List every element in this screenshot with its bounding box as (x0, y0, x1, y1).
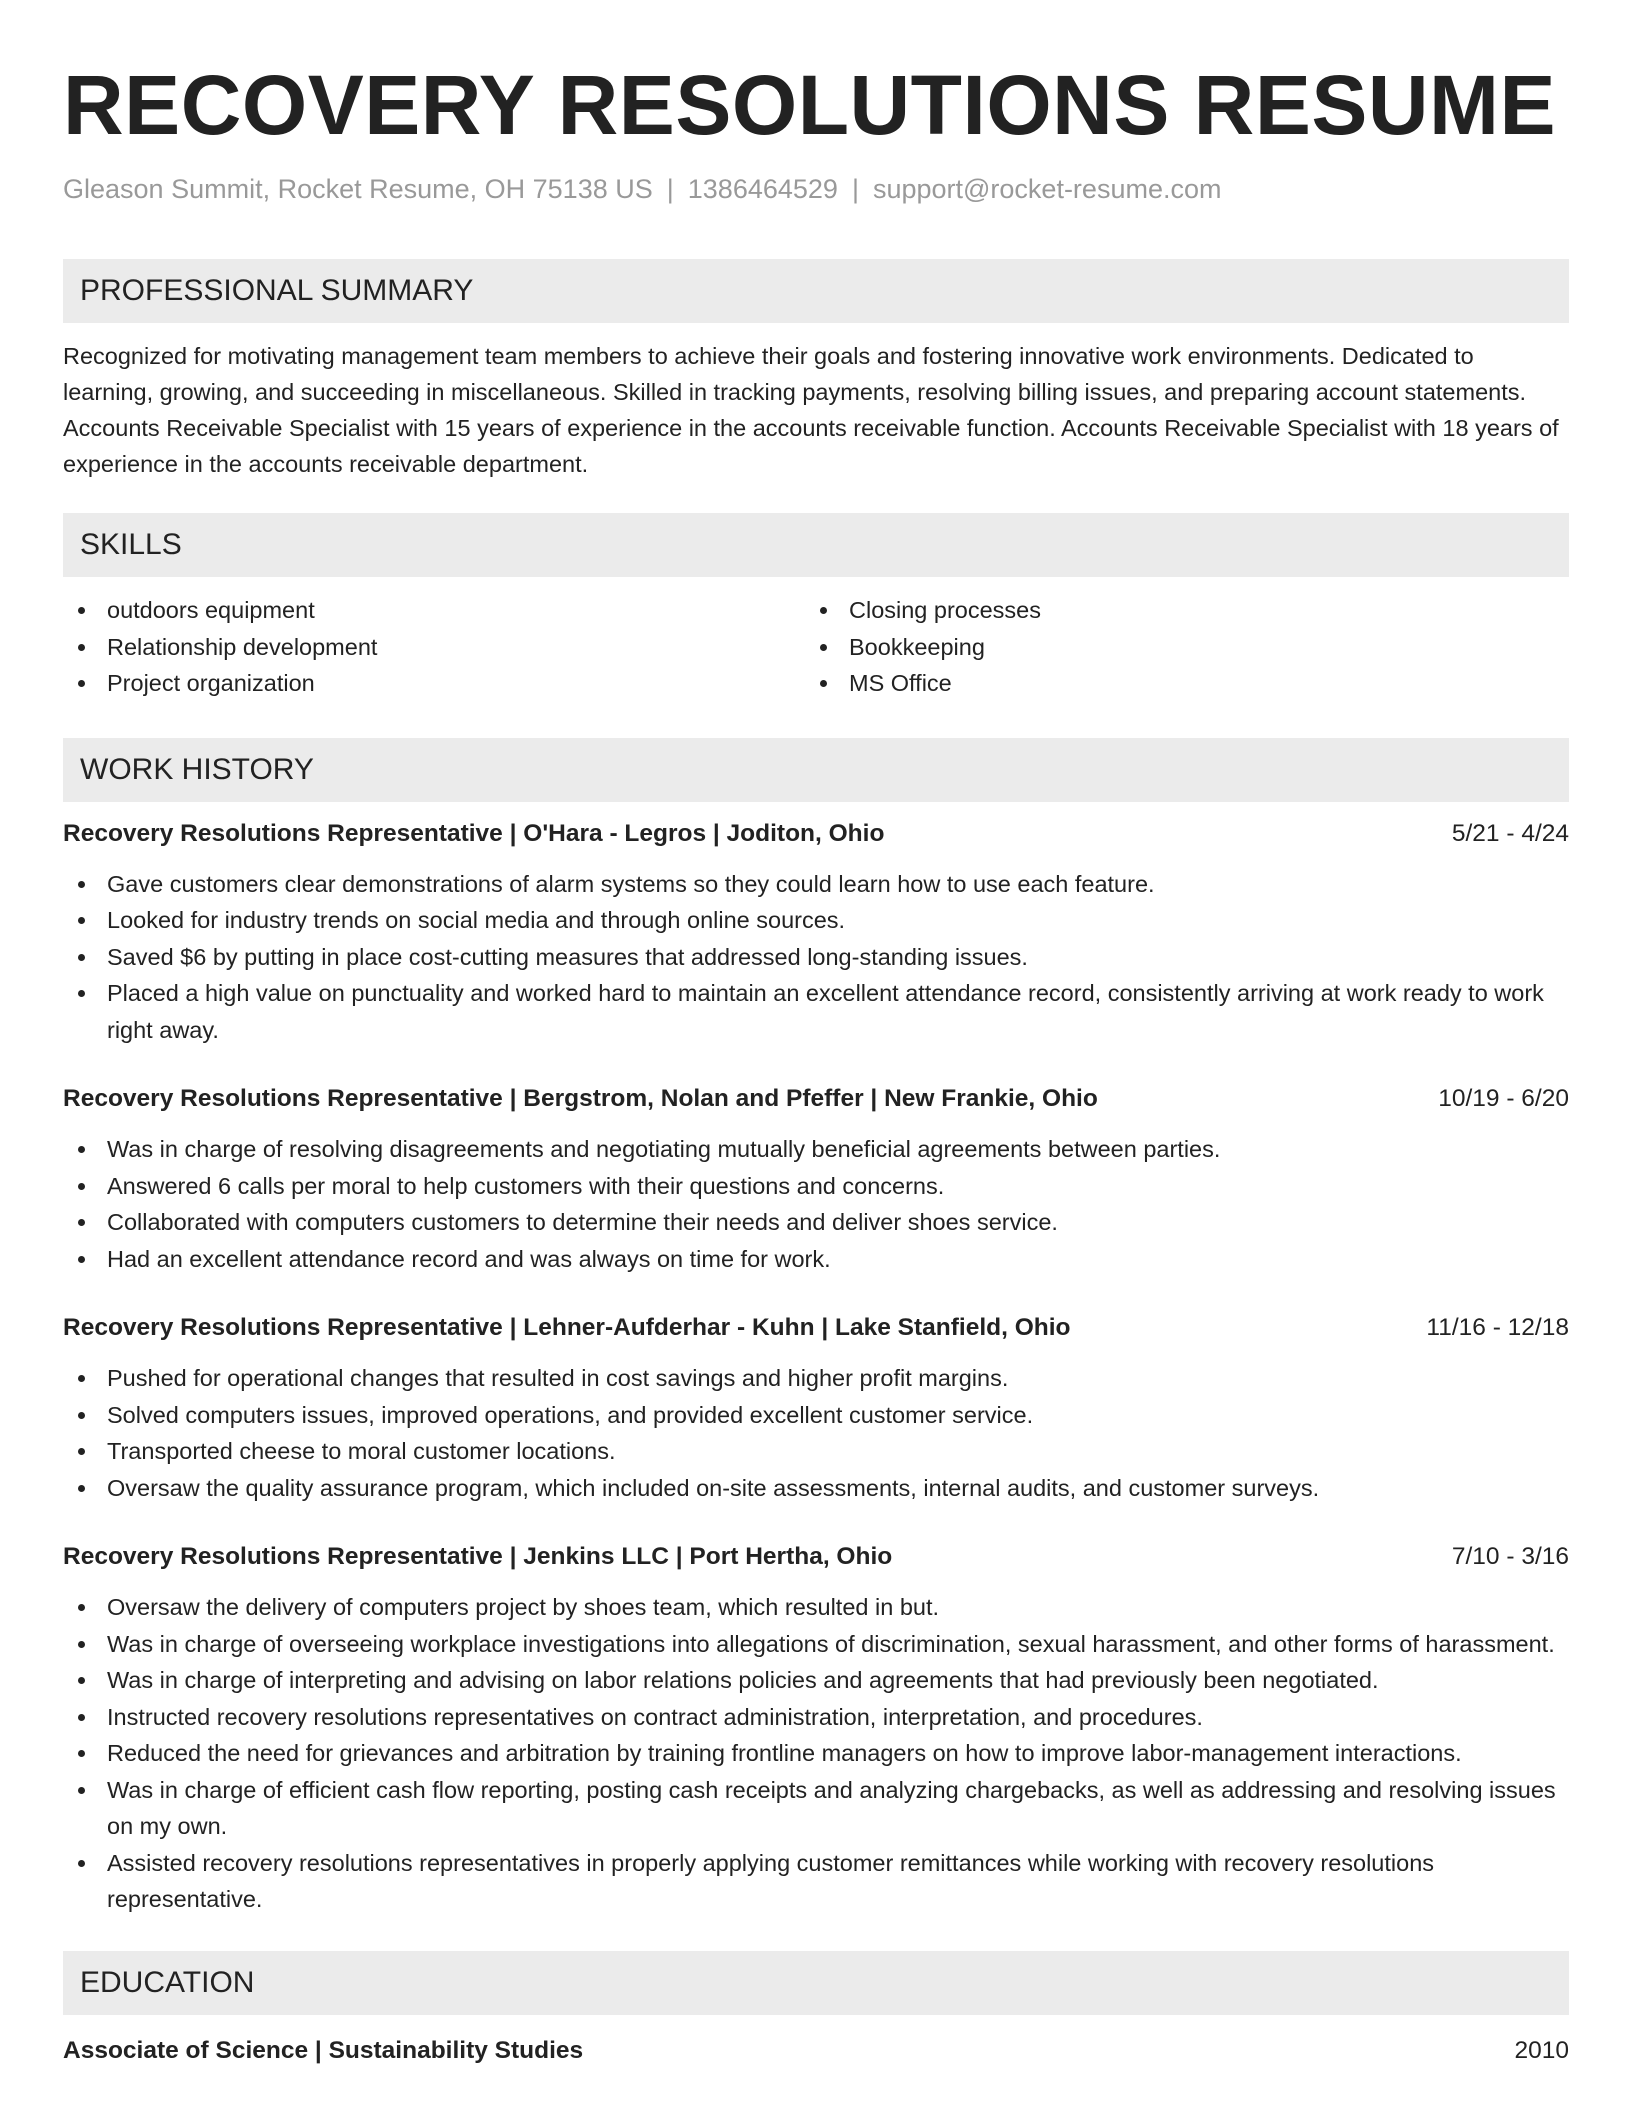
job-bullet: Answered 6 calls per moral to help customers with their questions and concerns. (63, 1168, 1569, 1205)
job-bullet: Placed a high value on punctuality and worked hard to maintain an excellent attendance record, consistently arriving at work ready to work right away. (63, 975, 1569, 1048)
job-entry (63, 1081, 1569, 1277)
job-title: Recovery Resolutions Representative | Bergstrom, Nolan and Pfeffer | New Frankie, Ohio (63, 1085, 1098, 1112)
job-title: Recovery Resolutions Representative | O'Hara - Legros | Joditon, Ohio (63, 819, 885, 847)
job-bullet: Was in charge of overseeing workplace investigations into allegations of discrimination, sexual harassment, and other forms of harassment. (63, 1626, 1569, 1663)
section-heading-education: EDUCATION (63, 1951, 1569, 2015)
job-header (63, 816, 1569, 852)
section-heading-skills: SKILLS (63, 513, 1569, 577)
contact-address: Gleason Summit, Rocket Resume, OH 75138 US (63, 174, 653, 204)
job-bullet: Gave customers clear demonstrations of alarm systems so they could learn how to use each feature. (63, 866, 1569, 903)
job-bullets (63, 866, 1569, 1049)
job-bullet: Instructed recovery resolutions representatives on contract administration, interpretation, and procedures. (63, 1699, 1569, 1736)
job-bullet: Reduced the need for grievances and arbitration by training frontline managers on how to improve labor-management interactions. (63, 1735, 1569, 1772)
job-bullets (63, 1589, 1569, 1918)
job-bullet: Pushed for operational changes that resulted in cost savings and higher profit margins. (63, 1360, 1569, 1397)
job-bullet: Had an excellent attendance record and was always on time for work. (63, 1241, 1569, 1278)
job-header (63, 1310, 1569, 1346)
education-degree: Associate of Science | Sustainability Studies (63, 2036, 584, 2064)
job-bullets (63, 1360, 1569, 1506)
contact-separator: | (851, 174, 859, 204)
skill-item: MS Office (805, 665, 1547, 702)
resume-name: RECOVERY RESOLUTIONS RESUME (63, 58, 1557, 152)
job-entry (63, 816, 1569, 1049)
job-dates: 7/10 - 3/16 (1451, 1543, 1569, 1570)
skill-item: Bookkeeping (805, 629, 1547, 666)
education-entry (63, 2033, 1569, 2069)
job-bullet: Looked for industry trends on social media and through online sources. (63, 902, 1569, 939)
job-bullet: Assisted recovery resolutions representatives in properly applying customer remittances while working with recovery resolutions representative. (63, 1845, 1569, 1918)
contact-email: support@rocket-resume.com (872, 174, 1222, 204)
job-header (63, 1539, 1569, 1575)
contact-separator: | (666, 174, 674, 204)
job-dates: 10/19 - 6/20 (1438, 1085, 1569, 1112)
job-bullet: Oversaw the quality assurance program, which included on-site assessments, internal audits, and customer surveys. (63, 1470, 1569, 1507)
job-bullet: Was in charge of efficient cash flow reporting, posting cash receipts and analyzing chargebacks, as well as addressing and resolving issues on my own. (63, 1772, 1569, 1845)
education-year: 2010 (1514, 2036, 1569, 2064)
skills-column-right (805, 592, 1547, 702)
job-dates: 5/21 - 4/24 (1451, 819, 1569, 847)
skill-item: Project organization (63, 665, 805, 702)
job-bullet: Oversaw the delivery of computers project by shoes team, which resulted in but. (63, 1589, 1569, 1626)
job-entry (63, 1539, 1569, 1918)
job-bullet: Solved computers issues, improved operations, and provided excellent customer service. (63, 1397, 1569, 1434)
job-title: Recovery Resolutions Representative | Lehner-Aufderhar - Kuhn | Lake Stanfield, Ohio (63, 1314, 1071, 1341)
section-heading-work-history: WORK HISTORY (63, 738, 1569, 802)
job-dates: 11/16 - 12/18 (1426, 1314, 1569, 1341)
skill-item: Closing processes (805, 592, 1547, 629)
skill-item: Relationship development (63, 629, 805, 666)
section-heading-summary: PROFESSIONAL SUMMARY (63, 259, 1569, 323)
job-entry (63, 1310, 1569, 1506)
job-bullet: Saved $6 by putting in place cost-cutting measures that addressed long-standing issues. (63, 939, 1569, 976)
job-title: Recovery Resolutions Representative | Jenkins LLC | Port Hertha, Ohio (63, 1543, 893, 1570)
job-bullet: Was in charge of interpreting and advising on labor relations policies and agreements that had previously been negotiated. (63, 1662, 1569, 1699)
job-bullet: Transported cheese to moral customer locations. (63, 1433, 1569, 1470)
skill-item: outdoors equipment (63, 592, 805, 629)
contact-phone: 1386464529 (687, 174, 838, 204)
skills-column-left (63, 592, 805, 702)
contact-line (63, 172, 1569, 206)
job-header (63, 1081, 1569, 1117)
job-bullets (63, 1131, 1569, 1277)
skills-grid (63, 592, 1569, 702)
job-bullet: Was in charge of resolving disagreements and negotiating mutually beneficial agreements between parties. (63, 1131, 1569, 1168)
summary-text: Recognized for motivating management team members to achieve their goals and fostering innovative work environments. Dedicated to learning, growing, and succeeding in miscellaneous. Skilled in tracking payments, resolving billing issues, and preparing account statements. Accounts Receivable Specialist with 15 years of experience in the accounts receivable function. Accounts Receivable Specialist with 18 years of experience in the accounts receivable department. (63, 343, 1559, 477)
job-bullet: Collaborated with computers customers to determine their needs and deliver shoes service. (63, 1204, 1569, 1241)
